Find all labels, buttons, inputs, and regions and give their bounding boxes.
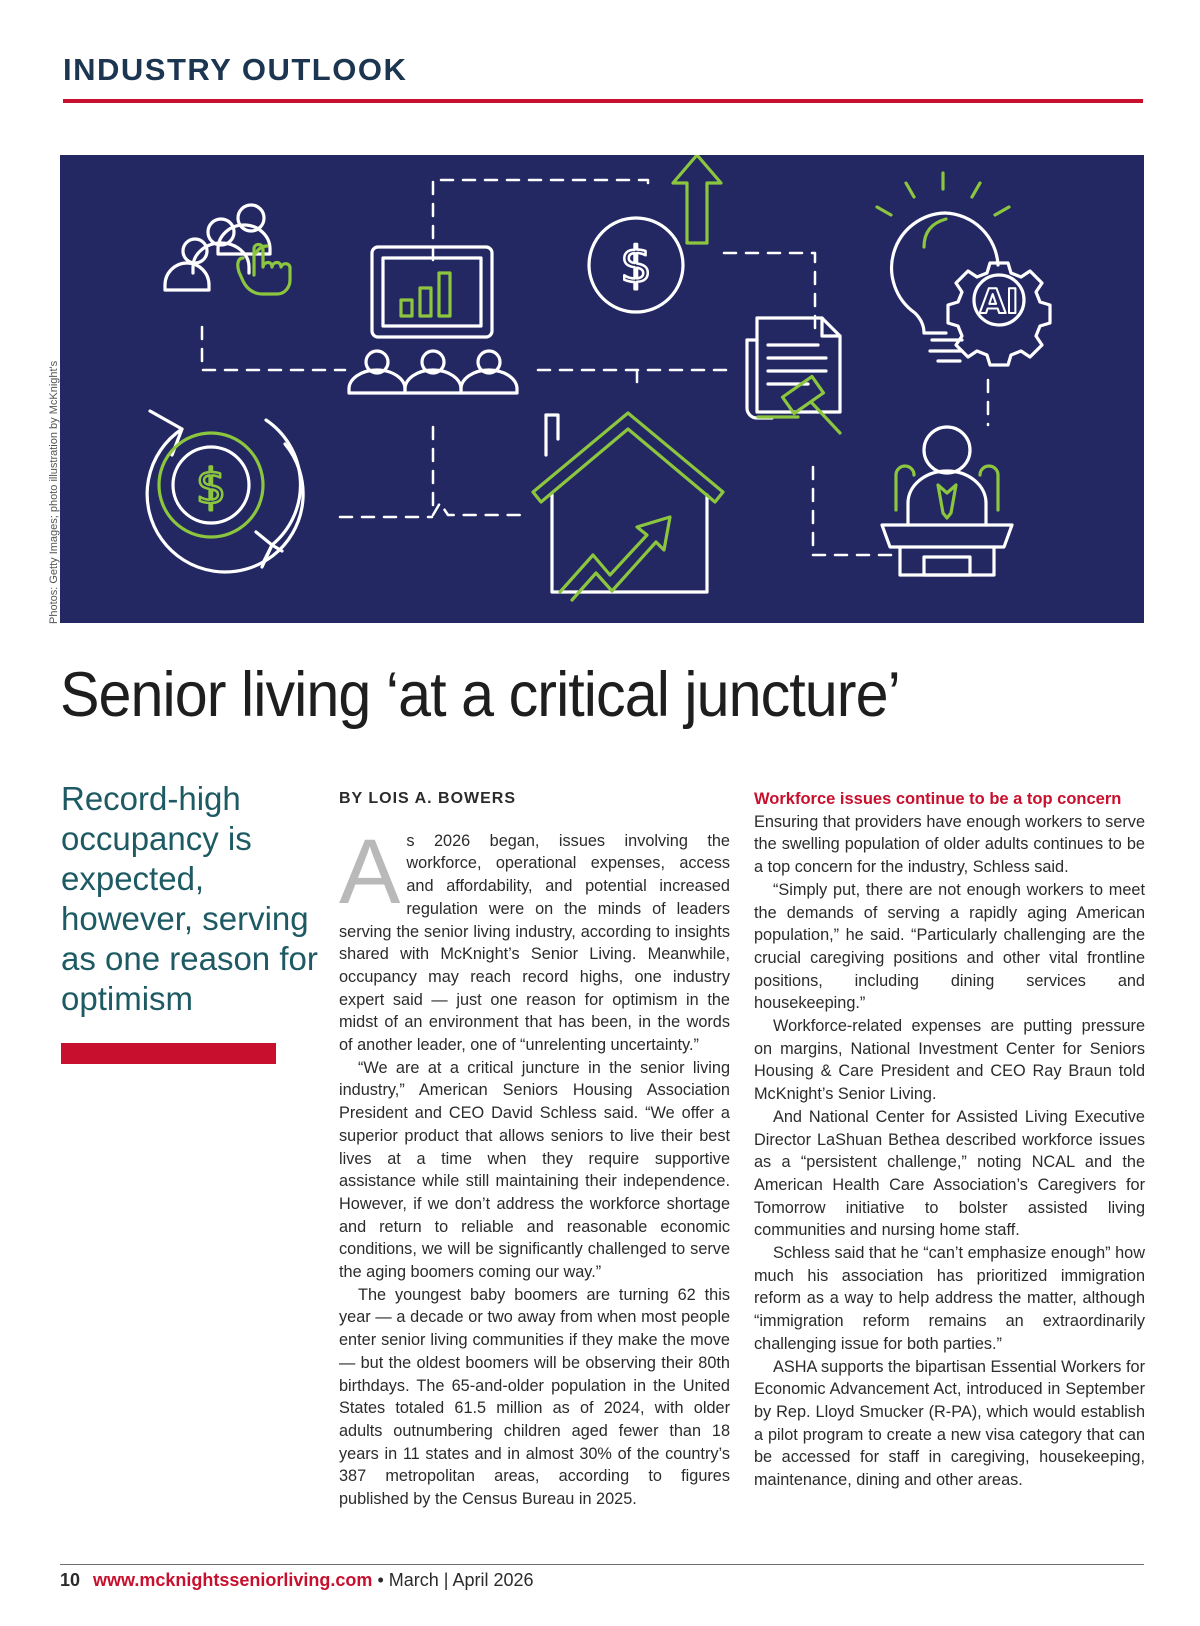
paragraph-1-text: s 2026 began, issues involving the workforce, operational expenses, access and affordability, and potential increased regulation were on the minds of leaders serving the senior living industry, according to insights shared with McKnight’s Senior Living. Meanwhile, occupancy may reach record highs, one industry expert said — just one reason for optimism in the midst of an environment that has been, in the words of another leader, one of “unrelenting uncertainty.”	[339, 831, 730, 1055]
lightbulb-ai-icon	[877, 173, 1050, 365]
article-deck: Record-high occupancy is expected, however, serving as one reason for optimism	[61, 780, 318, 1017]
subheading: Workforce issues continue to be a top concern	[754, 790, 1122, 808]
paragraph-1	[339, 820, 730, 1057]
paragraph-6: Workforce-related expenses are putting pressure on margins, National Investment Center for Seniors Housing & Care President and CEO Ray Braun told McKnight’s Senior Living.	[754, 1017, 1145, 1104]
presentation-chart-icon	[349, 247, 517, 393]
connector-lines	[202, 180, 988, 555]
top-rule	[63, 99, 1143, 103]
article-headline: Senior living ‘at a critical juncture’	[60, 660, 900, 730]
paragraph-5: “Simply put, there are not enough workers to meet the demands of serving a rapidly aging American population,” he said. “Particularly challenging are the crucial caregiving positions and other vital frontline positions, including dining services and housekeeping.”	[754, 880, 1145, 1013]
photo-credit: Photos: Getty Images; photo illustration by McKnight's	[48, 360, 60, 624]
speaker-podium-icon	[882, 427, 1012, 575]
issue-date: March | April 2026	[388, 1570, 534, 1590]
body-column-2	[754, 788, 1145, 1492]
paragraph-4: Ensuring that providers have enough workers to serve the swelling population of older adults continues to be a top concern for the industry, Schless said.	[754, 812, 1145, 877]
house-growth-icon	[533, 413, 723, 600]
footer-separator: •	[377, 1570, 384, 1590]
hero-illustration	[60, 155, 1144, 623]
cycle-dollar-icon	[147, 411, 303, 572]
deck-accent-bar	[61, 1043, 276, 1064]
ai-gear	[948, 263, 1050, 365]
paragraph-2: “We are at a critical juncture in the senior living industry,” American Seniors Housing Association President and CEO David Schless said. “We offer a superior product that allows seniors to live their best lives at a time when they require supportive assistance while still maintaining their independence. However, if we don’t address the workforce shortage and return to reliable and reasonable economic conditions, we will be significantly challenged to serve the aging boomers coming our way.”	[339, 1058, 730, 1282]
drop-cap: A	[339, 820, 401, 923]
document-gavel-icon	[747, 318, 840, 433]
paragraph-3: The youngest baby boomers are turning 62 this year — a decade or two away from when most people enter senior living communities if they make the move — but the oldest boomers will be observing their 80th birthdays. The 65-and-older population in the United States totaled 61.5 million as of 2024, with older adults outnumbering children aged fewer than 18 years in 11 states and in almost 30% of the country’s 387 metropolitan areas, according to figures published by the Census Bureau in 2025.	[339, 1285, 730, 1509]
footer-rule	[60, 1564, 1144, 1565]
ai-label: AI	[979, 282, 1019, 322]
svg-text:$: $	[620, 236, 652, 294]
byline: BY LOIS A. BOWERS	[339, 790, 517, 807]
body-column-1	[339, 788, 730, 1511]
paragraph-7: And National Center for Assisted Living Executive Director LaShuan Bethea described workforce issues as a “persistent challenge,” noting NCAL and the American Health Care Association’s Caregivers for Tomorrow initiative to bolster assisted living communities and nursing home staff.	[754, 1107, 1145, 1240]
site-url-link[interactable]: www.mcknightsseniorliving.com	[93, 1570, 373, 1590]
section-label: INDUSTRY OUTLOOK	[63, 52, 408, 87]
page-number: 10	[60, 1570, 81, 1590]
svg-text:$: $	[195, 459, 227, 515]
people-click-icon	[165, 205, 290, 294]
paragraph-9: ASHA supports the bipartisan Essential Workers for Economic Advancement Act, introduced in September by Rep. Lloyd Smucker (R-PA), which would establish a pilot program to create a new visa category that can be accessed for staff in caregiving, housekeeping, maintenance, dining and other areas.	[754, 1357, 1145, 1490]
page-footer	[60, 1570, 534, 1591]
dollar-up-icon	[589, 155, 721, 312]
paragraph-8: Schless said that he “can’t emphasize enough” how much his association has prioritized immigration reform as a way to help address the matter, although “immigration reform remains an extraordinarily challenging issue for both parties.”	[754, 1244, 1145, 1353]
